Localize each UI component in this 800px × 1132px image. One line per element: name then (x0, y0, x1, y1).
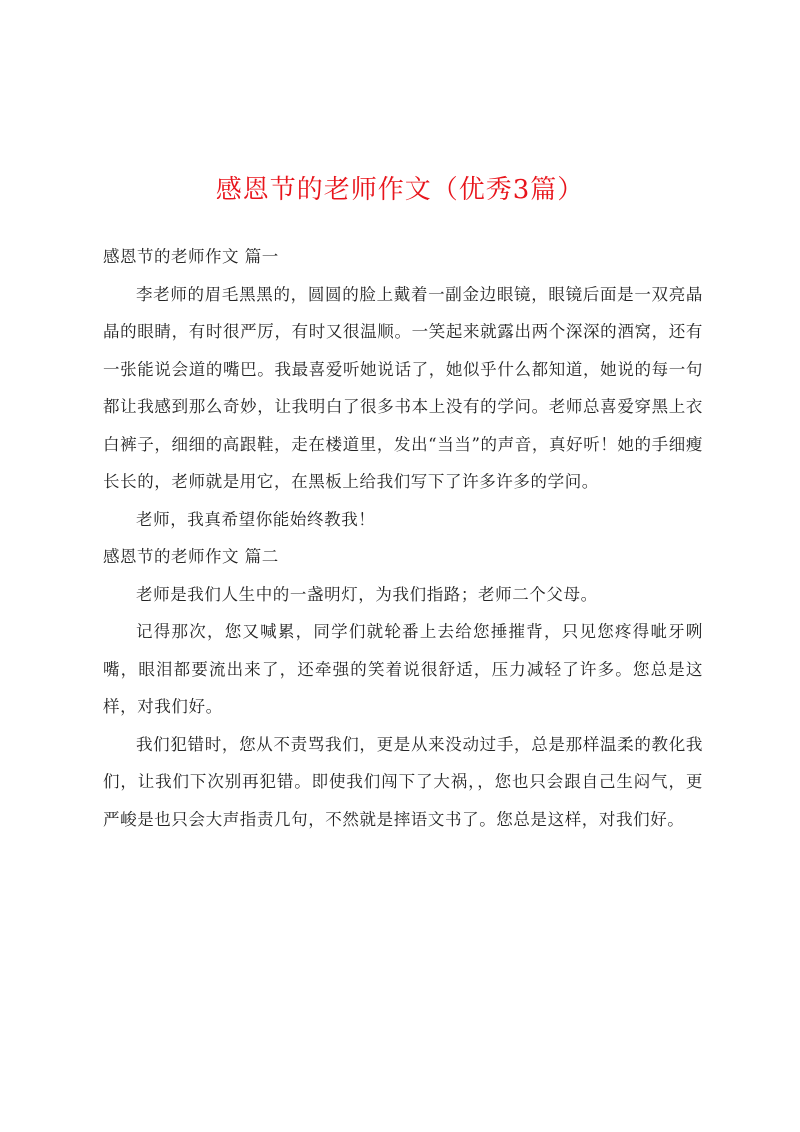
document-body (103, 238, 703, 838)
section-heading: 感恩节的老师作文 篇二 (103, 547, 279, 566)
paragraph: 老师是我们人生中的一盏明灯，为我们指路；老师二个父母。 (136, 584, 598, 604)
paragraph: 老师，我真希望你能始终教我！ (136, 509, 376, 529)
paragraph: 记得那次，您又喊累，同学们就轮番上去给您捶摧背，只见您疼得呲牙咧嘴，眼泪都要流出来了，还牵强的笑着说很舒适，压力减轻了许多。您总是这样，对我们好。 (103, 622, 703, 716)
document-title: 感恩节的老师作文（优秀3篇） (215, 175, 585, 205)
paragraph: 李老师的眉毛黑黑的，圆圆的脸上戴着一副金边眼镜，眼镜后面是一双亮晶晶的眼睛，有时很严厉，有时又很温顺。一笑起来就露出两个深深的酒窝，还有一张能说会道的嘴巴。我最喜爱听她说话了，她似乎什么都知道，她说的每一句都让我感到那么奇妙，让我明白了很多书本上没有的学问。老师总喜爱穿黑上衣白裤子，细细的高跟鞋，走在楼道里，发出“当当”的声音，真好听！她的手细瘦长长的，老师就是用它，在黑板上给我们写下了许多许多的学问。 (103, 284, 703, 491)
section-heading: 感恩节的老师作文 篇一 (103, 247, 279, 266)
paragraph: 我们犯错时，您从不责骂我们，更是从来没动过手，总是那样温柔的教化我们，让我们下次别再犯错。即使我们闯下了大祸，，您也只会跟自己生闷气，更严峻是也只会大声指责几句，不然就是摔语文书了。您总是这样，对我们好。 (103, 734, 703, 829)
